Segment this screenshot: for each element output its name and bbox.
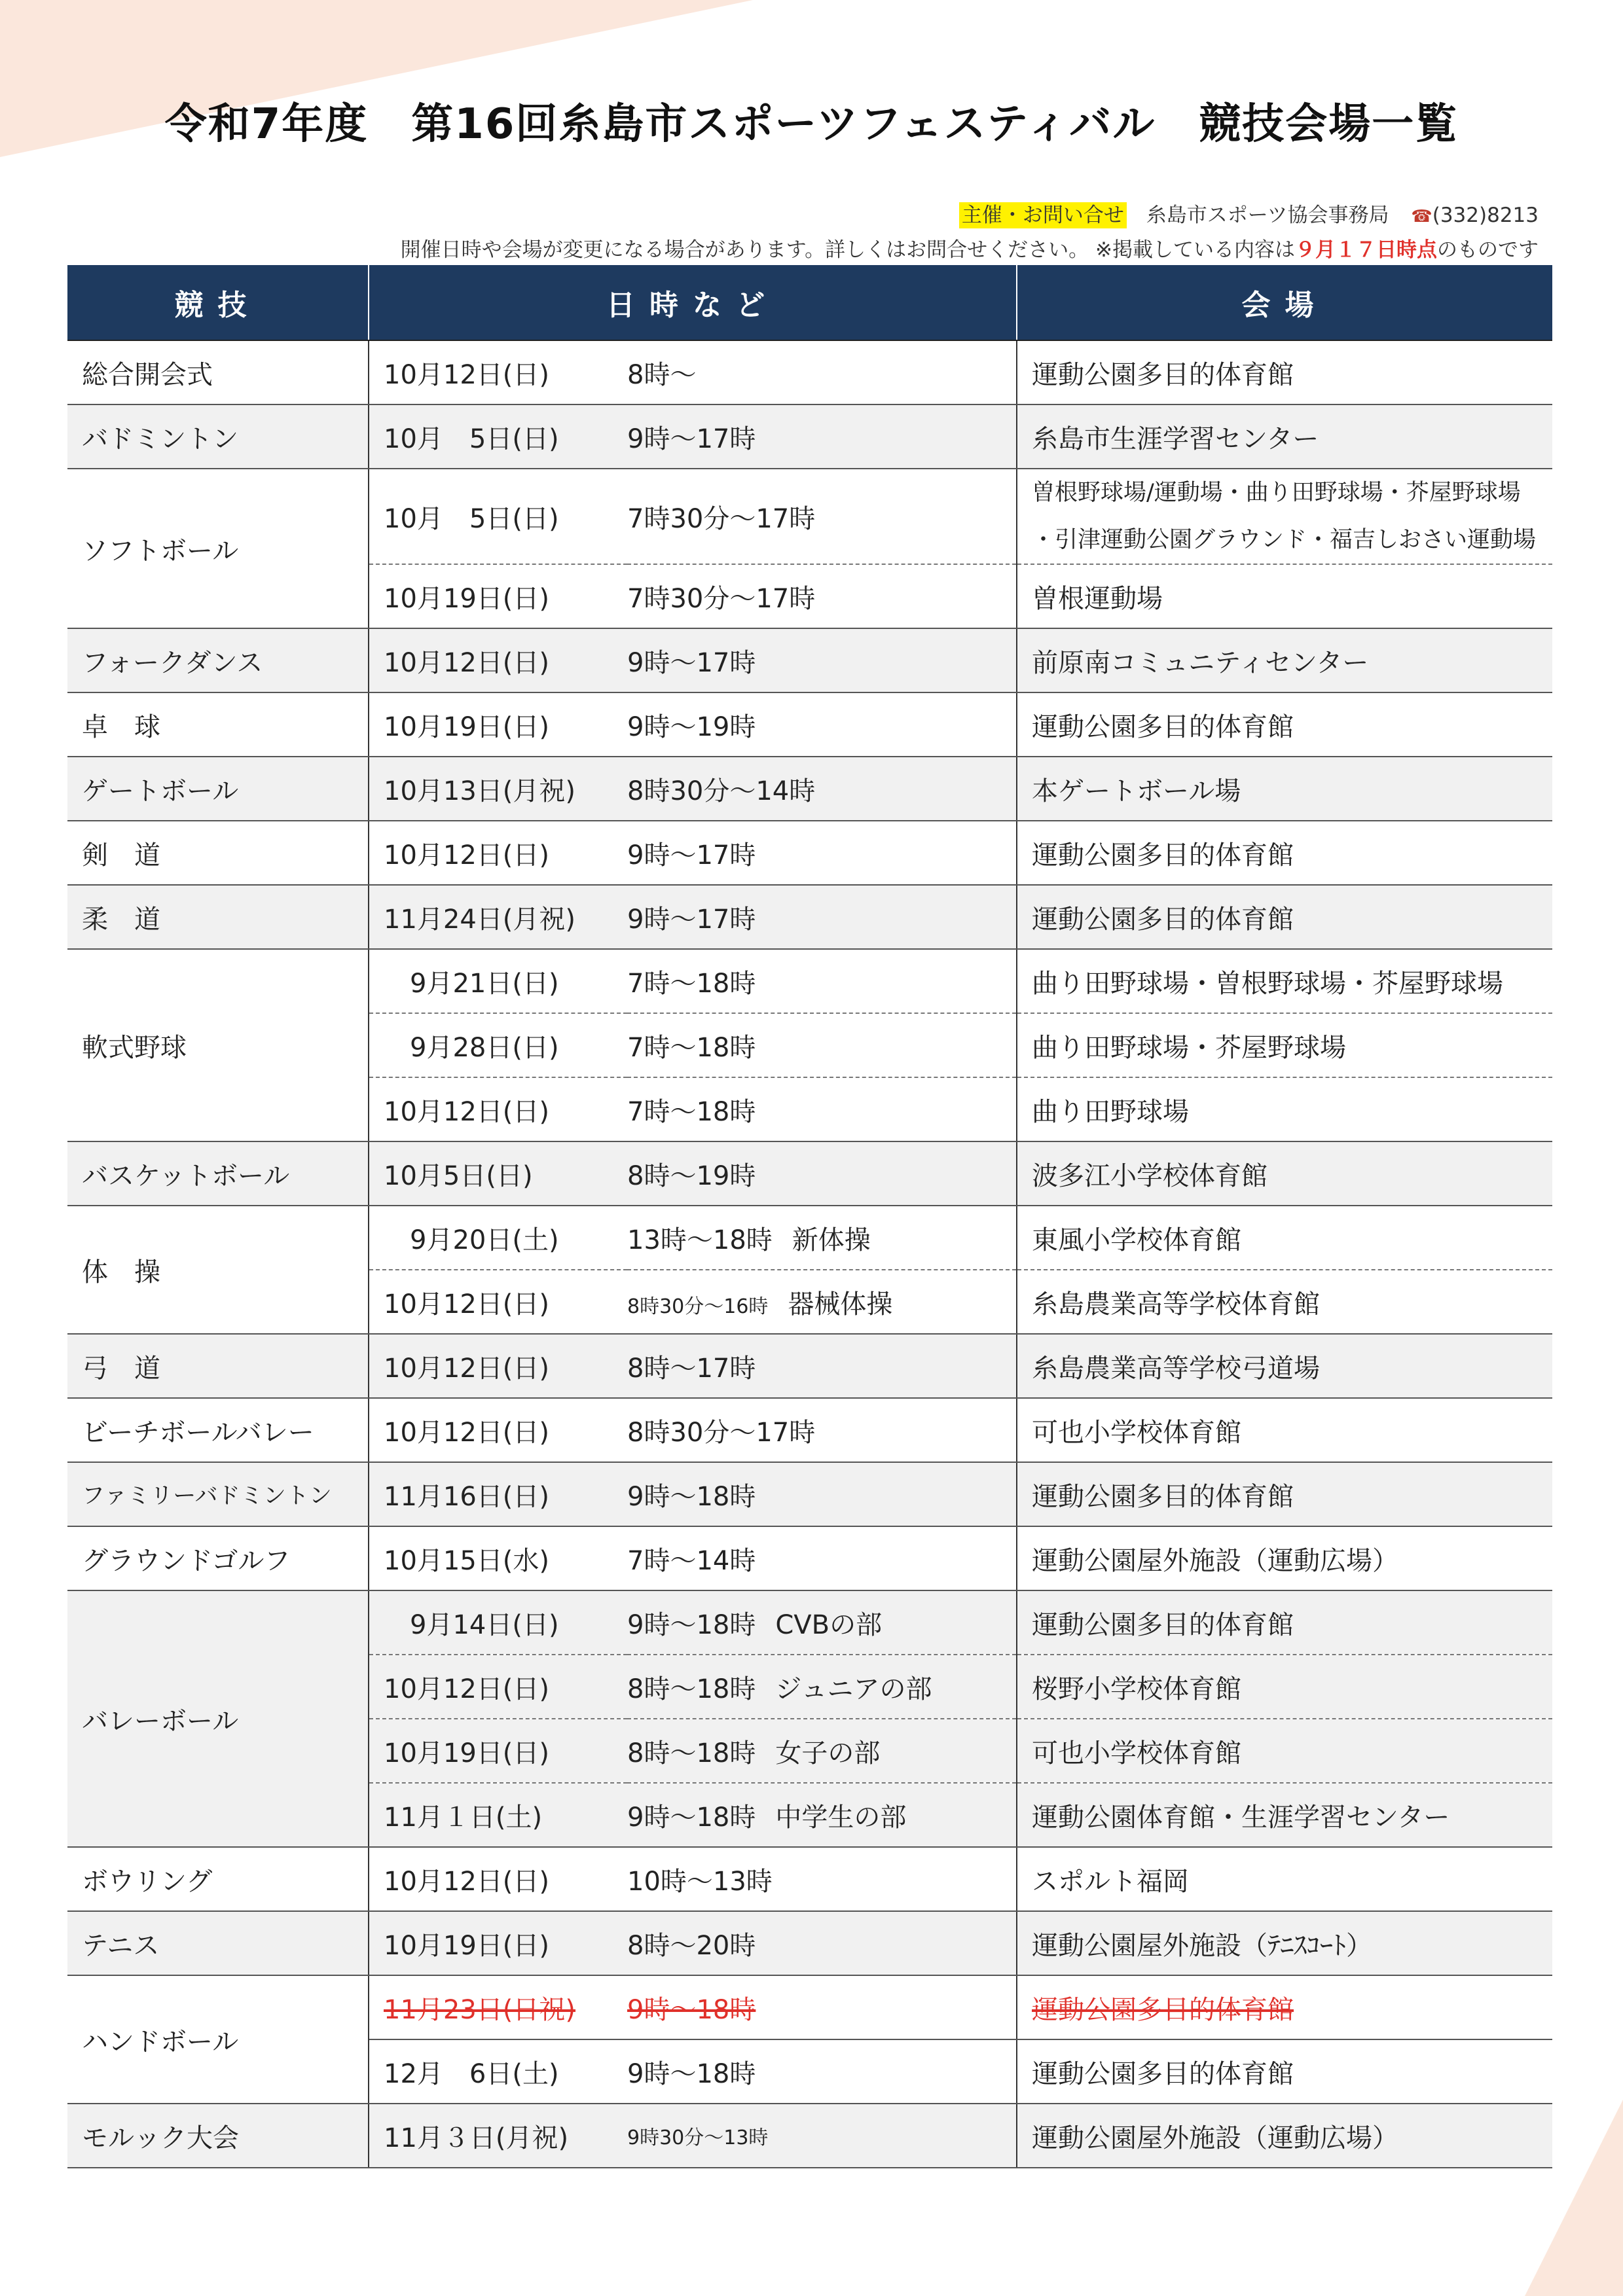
contact-org: 糸島市スポーツ協会事務局: [1146, 204, 1389, 227]
date-cell: 10月 5日(日): [369, 469, 627, 564]
table-row: [67, 1462, 1552, 1526]
time-text: 8時～18時: [627, 1738, 756, 1768]
event-cell: ボウリング: [67, 1847, 369, 1911]
table-row: [67, 1206, 1552, 1270]
table-header-row: [67, 265, 1552, 340]
venue-cell: 東風小学校体育館: [1017, 1206, 1552, 1270]
table-row: [67, 1911, 1552, 1975]
date-cell: 11月３日(月祝): [369, 2104, 627, 2168]
venue-cell: 可也小学校体育館: [1017, 1398, 1552, 1462]
header-datetime: 日時など: [369, 265, 1017, 340]
date-cell: 9月28日(日): [369, 1013, 627, 1077]
time-cell: [627, 1783, 1017, 1847]
venue-cell: 運動公園多目的体育館: [1017, 340, 1552, 404]
date-cell: 10月12日(日): [369, 340, 627, 404]
time-cell: 7時30分～17時: [627, 564, 1017, 628]
venue-cell: 糸島農業高等学校体育館: [1017, 1270, 1552, 1334]
venue-cell: 運動公園屋外施設（ﾃﾆｽｺｰﾄ）: [1017, 1911, 1552, 1975]
time-cell: 7時～18時: [627, 1013, 1017, 1077]
event-cell: グラウンドゴルフ: [67, 1526, 369, 1590]
date-cell: 10月 5日(日): [369, 404, 627, 469]
event-cell: 軟式野球: [67, 949, 369, 1141]
time-cell: 7時～18時: [627, 949, 1017, 1013]
venue-cell: 曽根運動場: [1017, 564, 1552, 628]
time-text: 8時～18時: [627, 1674, 756, 1704]
table-row: [67, 404, 1552, 469]
time-cell: 9時～17時: [627, 885, 1017, 949]
event-cell: バスケットボール: [67, 1141, 369, 1206]
table-row: [67, 821, 1552, 885]
contact-info: [959, 198, 1539, 228]
category-text: CVBの部: [775, 1609, 883, 1640]
date-cell: 10月19日(日): [369, 692, 627, 757]
date-cell: 9月20日(土): [369, 1206, 627, 1270]
time-cell: [627, 1655, 1017, 1719]
venue-cell: 曲り田野球場: [1017, 1077, 1552, 1141]
event-cell: ビーチボールバレー: [67, 1398, 369, 1462]
date-cell: 11月１日(土): [369, 1783, 627, 1847]
event-cell: 総合開会式: [67, 340, 369, 404]
event-cell: バドミントン: [67, 404, 369, 469]
date-cell: 10月12日(日): [369, 1847, 627, 1911]
venue-cell: 運動公園屋外施設（運動広場）: [1017, 2104, 1552, 2168]
date-cell: 11月24日(月祝): [369, 885, 627, 949]
category-text: 中学生の部: [775, 1802, 907, 1833]
date-cell: 12月 6日(土): [369, 2039, 627, 2104]
table-row: [67, 1141, 1552, 1206]
venue-cell: スポルト福岡: [1017, 1847, 1552, 1911]
venue-cell: [1017, 469, 1552, 564]
date-cell: 10月12日(日): [369, 1077, 627, 1141]
schedule-table: [67, 265, 1552, 2168]
time-cell: 8時～17時: [627, 1334, 1017, 1398]
time-cell: 9時～18時: [627, 1975, 1017, 2039]
date-cell: 11月23日(日祝): [369, 1975, 627, 2039]
time-cell: 9時～18時: [627, 1462, 1017, 1526]
time-text: 8時30分～16時: [627, 1295, 769, 1318]
event-cell: 弓 道: [67, 1334, 369, 1398]
time-cell: 7時～14時: [627, 1526, 1017, 1590]
time-cell: [627, 1270, 1017, 1334]
time-cell: 8時30分～14時: [627, 757, 1017, 821]
date-cell: 10月19日(日): [369, 1911, 627, 1975]
event-cell: ソフトボール: [67, 469, 369, 628]
venue-cell: 本ゲートボール場: [1017, 757, 1552, 821]
venue-cell: 運動公園多目的体育館: [1017, 1462, 1552, 1526]
venue-cell: 前原南コミュニティセンター: [1017, 628, 1552, 692]
date-cell: 10月19日(日): [369, 564, 627, 628]
table-row: [67, 628, 1552, 692]
venue-cell: 糸島市生涯学習センター: [1017, 404, 1552, 469]
date-cell: 10月13日(月祝): [369, 757, 627, 821]
page-title: 令和7年度 第16回糸島市スポーツフェスティバル 競技会場一覧: [164, 100, 1459, 149]
time-cell: 9時～19時: [627, 692, 1017, 757]
table-row: [67, 2104, 1552, 2168]
header-event: 競技: [67, 265, 369, 340]
venue-cell: 運動公園多目的体育館: [1017, 821, 1552, 885]
date-cell: 10月15日(水): [369, 1526, 627, 1590]
table-row: [67, 949, 1552, 1013]
time-cell: [627, 1590, 1017, 1655]
event-cell: ハンドボール: [67, 1975, 369, 2104]
event-cell: 柔 道: [67, 885, 369, 949]
time-cell: 7時～18時: [627, 1077, 1017, 1141]
event-cell: バレーボール: [67, 1590, 369, 1847]
time-text: 13時～18時: [627, 1225, 773, 1255]
notice-main: 開催日時や会場が変更になる場合があります。詳しくはお問合せください。 ※掲載している内容は: [400, 238, 1295, 262]
venue-cell: 運動公園多目的体育館: [1017, 885, 1552, 949]
category-text: 女子の部: [775, 1738, 881, 1768]
notice-text: [401, 233, 1539, 262]
table-row: [67, 1526, 1552, 1590]
date-cell: 10月12日(日): [369, 1398, 627, 1462]
notice-suffix: のものです: [1437, 238, 1539, 262]
time-text: 9時～18時: [627, 1609, 756, 1640]
event-cell: 卓 球: [67, 692, 369, 757]
time-cell: 9時～17時: [627, 404, 1017, 469]
table-row: [67, 1847, 1552, 1911]
category-text: ジュニアの部: [775, 1674, 932, 1704]
venue-cell: 桜野小学校体育館: [1017, 1655, 1552, 1719]
venue-cell: 運動公園体育館・生涯学習センター: [1017, 1783, 1552, 1847]
table-row: [67, 757, 1552, 821]
phone-icon: ☎: [1411, 207, 1432, 226]
table-row: [67, 1398, 1552, 1462]
date-cell: 11月16日(日): [369, 1462, 627, 1526]
date-cell: 10月12日(日): [369, 1270, 627, 1334]
venue-cell: 運動公園屋外施設（運動広場）: [1017, 1526, 1552, 1590]
category-text: 器械体操: [788, 1289, 893, 1319]
venue-cell: 運動公園多目的体育館: [1017, 1975, 1552, 2039]
date-cell: 9月14日(日): [369, 1590, 627, 1655]
category-text: 新体操: [792, 1225, 871, 1255]
venue-cell: 運動公園多目的体育館: [1017, 2039, 1552, 2104]
notice-date: ９月１７日時点: [1295, 238, 1437, 262]
event-cell: ファミリーバドミントン: [67, 1462, 369, 1526]
table-row: [67, 469, 1552, 564]
date-cell: 10月12日(日): [369, 821, 627, 885]
date-cell: 10月12日(日): [369, 628, 627, 692]
event-cell: モルック大会: [67, 2104, 369, 2168]
time-text: 9時～18時: [627, 1802, 756, 1833]
time-cell: 9時～17時: [627, 628, 1017, 692]
venue-cell: 糸島農業高等学校弓道場: [1017, 1334, 1552, 1398]
time-cell: 8時～20時: [627, 1911, 1017, 1975]
event-cell: ゲートボール: [67, 757, 369, 821]
venue-cell: 曲り田野球場・芥屋野球場: [1017, 1013, 1552, 1077]
event-cell: 体 操: [67, 1206, 369, 1334]
time-cell: 9時～17時: [627, 821, 1017, 885]
time-cell: [627, 1206, 1017, 1270]
table-row: [67, 692, 1552, 757]
venue-line: 曽根野球場/運動場・曲り田野球場・芥屋野球場: [1032, 480, 1521, 506]
table-row: [67, 885, 1552, 949]
venue-cell: 曲り田野球場・曽根野球場・芥屋野球場: [1017, 949, 1552, 1013]
time-cell: 7時30分～17時: [627, 469, 1017, 564]
contact-phone: (332)8213: [1432, 204, 1539, 227]
contact-label: 主催・お問い合せ: [959, 202, 1127, 228]
venue-cell: 波多江小学校体育館: [1017, 1141, 1552, 1206]
table-row: [67, 1334, 1552, 1398]
event-cell: 剣 道: [67, 821, 369, 885]
date-cell: 10月5日(日): [369, 1141, 627, 1206]
date-cell: 10月12日(日): [369, 1655, 627, 1719]
time-cell: 10時～13時: [627, 1847, 1017, 1911]
time-cell: 9時～18時: [627, 2039, 1017, 2104]
venue-cell: 可也小学校体育館: [1017, 1719, 1552, 1783]
table-row: [67, 340, 1552, 404]
time-cell: 8時～: [627, 340, 1017, 404]
venue-line: ・引津運動公園グラウンド・福吉しおさい運動場: [1032, 527, 1537, 553]
time-cell: [627, 1719, 1017, 1783]
date-cell: 9月21日(日): [369, 949, 627, 1013]
venue-cell: 運動公園多目的体育館: [1017, 692, 1552, 757]
table-row-cancelled: [67, 1975, 1552, 2039]
time-cell: 8時30分～17時: [627, 1398, 1017, 1462]
date-cell: 10月19日(日): [369, 1719, 627, 1783]
event-cell: フォークダンス: [67, 628, 369, 692]
date-cell: 10月12日(日): [369, 1334, 627, 1398]
time-cell: 9時30分～13時: [627, 2104, 1017, 2168]
venue-cell: 運動公園多目的体育館: [1017, 1590, 1552, 1655]
header-venue: 会場: [1017, 265, 1552, 340]
time-cell: 8時～19時: [627, 1141, 1017, 1206]
event-cell: テニス: [67, 1911, 369, 1975]
table-row: [67, 1590, 1552, 1655]
